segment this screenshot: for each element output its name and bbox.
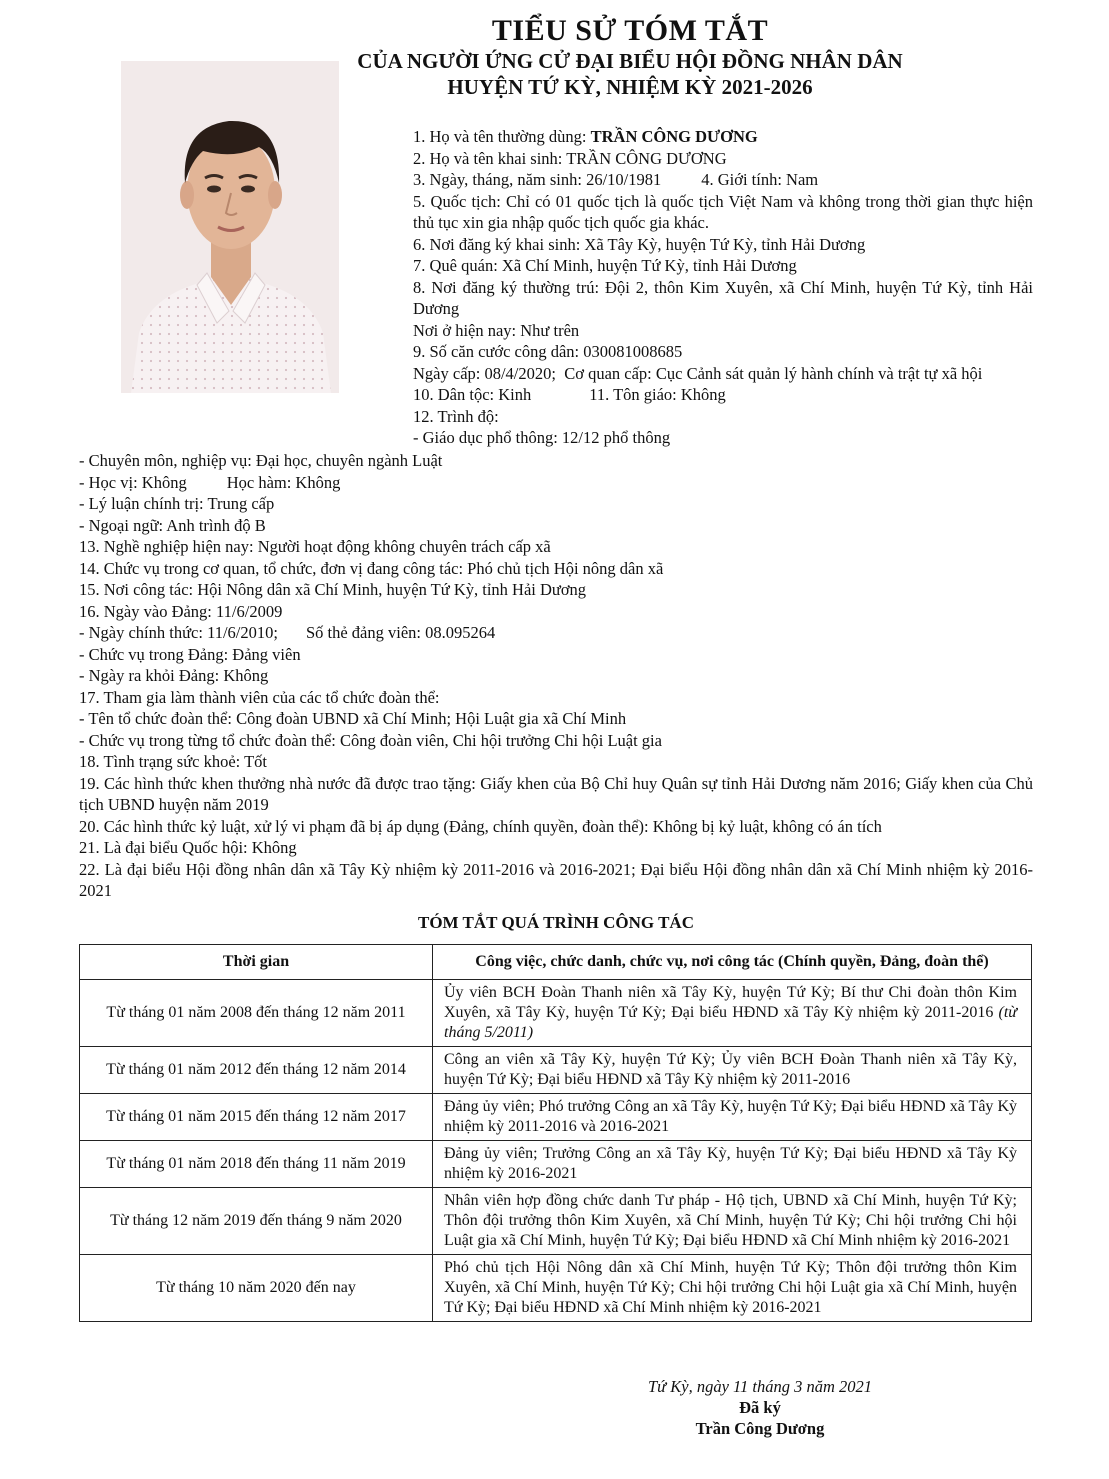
personal-info	[413, 126, 1033, 449]
row-description: Phó chủ tịch Hội Nông dân xã Chí Minh, huyện Tứ Kỳ; Thôn đội trưởng thôn Kim Xuyên, xã Chí Minh, huyện Tứ Kỳ; Chi hội trưởng Chi hội Luật gia xã Chí Minh, huyện Tứ Kỳ; Đại biểu HĐND xã Chí Minh nhiệm kỳ 2016-2021	[433, 1255, 1032, 1322]
party-official-line	[79, 622, 1033, 644]
degree: - Học vị: Không	[79, 472, 187, 492]
position: 14. Chức vụ trong cơ quan, tổ chức, đơn vị đang công tác: Phó chủ tịch Hội nông dân xã	[79, 558, 664, 578]
common-name-label: 1. Họ và tên thường dùng:	[413, 127, 591, 146]
academic-title: Học hàm: Không	[226, 472, 341, 492]
id-number: 9. Số căn cước công dân: 030081008685	[413, 342, 683, 361]
party-card: Số thẻ đảng viên: 08.095264	[305, 623, 496, 642]
row-description	[433, 980, 1032, 1047]
row-description-text: Ủy viên BCH Đoàn Thanh niên xã Tây Kỳ, huyện Tứ Kỳ; Bí thư Chi đoàn thôn Kim Xuyên, xã Tây Kỳ, huyện Tứ Kỳ; Đại biểu HĐND xã Tây Kỳ nhiệm kỳ 2011-2016	[444, 984, 1017, 1021]
foreign-language: - Ngoại ngữ: Anh trình độ B	[79, 515, 266, 535]
row-description-note: (từ tháng 5/2011)	[444, 1004, 1017, 1041]
column-header-period: Thời gian	[80, 945, 433, 980]
ethnicity: 10. Dân tộc: Kinh	[413, 385, 532, 404]
occupation: 13. Nghề nghiệp hiện nay: Người hoạt động không chuyên trách cấp xã	[79, 537, 551, 556]
row-period: Từ tháng 01 năm 2018 đến tháng 11 năm 2019	[80, 1141, 433, 1188]
awards: 19. Các hình thức khen thưởng nhà nước đã được trao tặng: Giấy khen của Bộ Chỉ huy Quân sự tỉnh Hải Dương năm 2016; Giấy khen của Chủ tịch UBND huyện năm 2019	[79, 773, 1033, 814]
document-header	[300, 14, 960, 100]
row-description: Đảng ủy viên; Phó trưởng Công an xã Tây Kỳ, huyện Tứ Kỳ; Đại biểu HĐND xã Tây Kỳ nhiệm kỳ 2011-2016 và 2016-2021	[433, 1094, 1032, 1141]
signature-name: Trần Công Dương	[695, 1419, 825, 1438]
religion: 11. Tôn giáo: Không	[589, 385, 726, 404]
party-position: - Chức vụ trong Đảng: Đảng viên	[79, 644, 301, 664]
current-residence: Nơi ở hiện nay: Như trên	[413, 320, 580, 340]
document-title: TIỂU SỬ TÓM TẮT	[491, 14, 769, 47]
nationality: 5. Quốc tịch: Chỉ có 01 quốc tịch là quốc tịch Việt Nam và không trong thời gian thực hiện thủ tục xin gia nhập quốc tịch quốc gia khác.	[413, 191, 1033, 232]
work-history-title: TÓM TẮT QUÁ TRÌNH CÔNG TÁC	[418, 913, 694, 932]
row-description: Đảng ủy viên; Trưởng Công an xã Tây Kỳ, huyện Tứ Kỳ; Đại biểu HĐND xã Tây Kỳ nhiệm kỳ 2016-2021	[433, 1141, 1032, 1188]
row-period: Từ tháng 01 năm 2008 đến tháng 12 năm 2011	[80, 980, 433, 1047]
signature-signed-label: Đã ký	[739, 1398, 781, 1417]
council-member: 22. Là đại biểu Hội đồng nhân dân xã Tây Kỳ nhiệm kỳ 2011-2016 và 2016-2021; Đại biểu Hội đồng nhân dân xã Chí Minh nhiệm kỳ 2016-2021	[79, 859, 1033, 900]
gender: 4. Giới tính: Nam	[701, 170, 819, 189]
table-row	[80, 1047, 1032, 1094]
hometown: 7. Quê quán: Xã Chí Minh, huyện Tứ Kỳ, tỉnh Hải Dương	[413, 256, 797, 275]
work-history-table	[79, 944, 1032, 1322]
row-period: Từ tháng 01 năm 2015 đến tháng 12 năm 2017	[80, 1094, 433, 1141]
document-subtitle-2: HUYỆN TỨ KỲ, NHIỆM KỲ 2021-2026	[447, 75, 813, 99]
table-header-row	[80, 945, 1032, 980]
specialty: - Chuyên môn, nghiệp vụ: Đại học, chuyên ngành Luật	[79, 451, 443, 470]
degree-line	[79, 472, 1033, 494]
party-join-date: 16. Ngày vào Đảng: 11/6/2009	[79, 601, 283, 621]
table-row	[80, 980, 1032, 1047]
health: 18. Tình trạng sức khoẻ: Tốt	[79, 752, 267, 771]
row-description: Nhân viên hợp đồng chức danh Tư pháp - Hộ tịch, UBND xã Chí Minh, huyện Tứ Kỳ; Thôn đội trưởng thôn Kim Xuyên, xã Chí Minh, huyện Tứ Kỳ; Chi hội trưởng Chi hội Luật gia xã Chí Minh, huyện Tứ Kỳ; Đại biểu HĐND xã Chí Minh nhiệm kỳ 2016-2021	[433, 1188, 1032, 1255]
id-issue-line	[413, 363, 1033, 385]
table-row	[80, 1255, 1032, 1322]
row-period: Từ tháng 01 năm 2012 đến tháng 12 năm 2014	[80, 1047, 433, 1094]
permanent-residence: 8. Nơi đăng ký thường trú: Đội 2, thôn Kim Xuyên, xã Chí Minh, huyện Tứ Kỳ, tỉnh Hải Dương	[413, 277, 1033, 318]
national-assembly: 21. Là đại biểu Quốc hội: Không	[79, 838, 297, 857]
birth-registration: 6. Nơi đăng ký khai sinh: Xã Tây Kỳ, huyện Tứ Kỳ, tỉnh Hải Dương	[413, 234, 866, 254]
biography-body	[79, 450, 1033, 902]
document-subtitle-1: CỦA NGƯỜI ỨNG CỬ ĐẠI BIỂU HỘI ĐỒNG NHÂN DÂN	[357, 49, 903, 73]
organizations: - Tên tổ chức đoàn thể: Công đoàn UBND xã Chí Minh; Hội Luật gia xã Chí Minh	[79, 709, 627, 728]
party-leave-date: - Ngày ra khỏi Đảng: Không	[79, 666, 269, 685]
id-issuer: Cơ quan cấp: Cục Cảnh sát quản lý hành chính và trật tự xã hội	[564, 363, 983, 383]
row-period: Từ tháng 10 năm 2020 đến nay	[80, 1255, 433, 1322]
political-theory: - Lý luận chính trị: Trung cấp	[79, 494, 275, 513]
organizations-label: 17. Tham gia làm thành viên của các tổ chức đoàn thể:	[79, 687, 440, 707]
organization-positions: - Chức vụ trong từng tổ chức đoàn thể: Công đoàn viên, Chi hội trưởng Chi hội Luật gia	[79, 730, 662, 750]
workplace: 15. Nơi công tác: Hội Nông dân xã Chí Minh, huyện Tứ Kỳ, tỉnh Hải Dương	[79, 580, 587, 599]
row-period: Từ tháng 12 năm 2019 đến tháng 9 năm 2020	[80, 1188, 433, 1255]
portrait-photo	[121, 61, 339, 393]
party-official-date: - Ngày chính thức: 11/6/2010;	[79, 623, 278, 642]
column-header-description: Công việc, chức danh, chức vụ, nơi công tác (Chính quyền, Đảng, đoàn thể)	[433, 945, 1032, 980]
row-description: Công an viên xã Tây Kỳ, huyện Tứ Kỳ; Ủy viên BCH Đoàn Thanh niên xã Tây Kỳ, huyện Tứ Kỳ; Đại biểu HĐND xã Tây Kỳ nhiệm kỳ 2011-2016	[433, 1047, 1032, 1094]
table-row	[80, 1141, 1032, 1188]
common-name-value: TRẦN CÔNG DƯƠNG	[590, 127, 758, 146]
general-education: - Giáo dục phổ thông: 12/12 phổ thông	[413, 428, 671, 447]
signature-block	[560, 1376, 960, 1439]
signature-place-date: Tứ Kỳ, ngày 11 tháng 3 năm 2021	[647, 1377, 873, 1396]
ethnicity-religion-line	[413, 384, 1033, 406]
education-label: 12. Trình độ:	[413, 406, 499, 426]
date-of-birth: 3. Ngày, tháng, năm sinh: 26/10/1981	[413, 170, 662, 189]
discipline: 20. Các hình thức kỷ luật, xử lý vi phạm đã bị áp dụng (Đảng, chính quyền, đoàn thể): Không bị kỷ luật, không có án tích	[79, 816, 882, 836]
table-row	[80, 1094, 1032, 1141]
id-issue-date: Ngày cấp: 08/4/2020;	[413, 363, 556, 383]
birth-name: 2. Họ và tên khai sinh: TRẦN CÔNG DƯƠNG	[413, 148, 727, 168]
dob-gender-line	[413, 169, 1033, 191]
portrait-illustration	[121, 61, 339, 393]
common-name-line	[413, 126, 1033, 148]
table-row	[80, 1188, 1032, 1255]
